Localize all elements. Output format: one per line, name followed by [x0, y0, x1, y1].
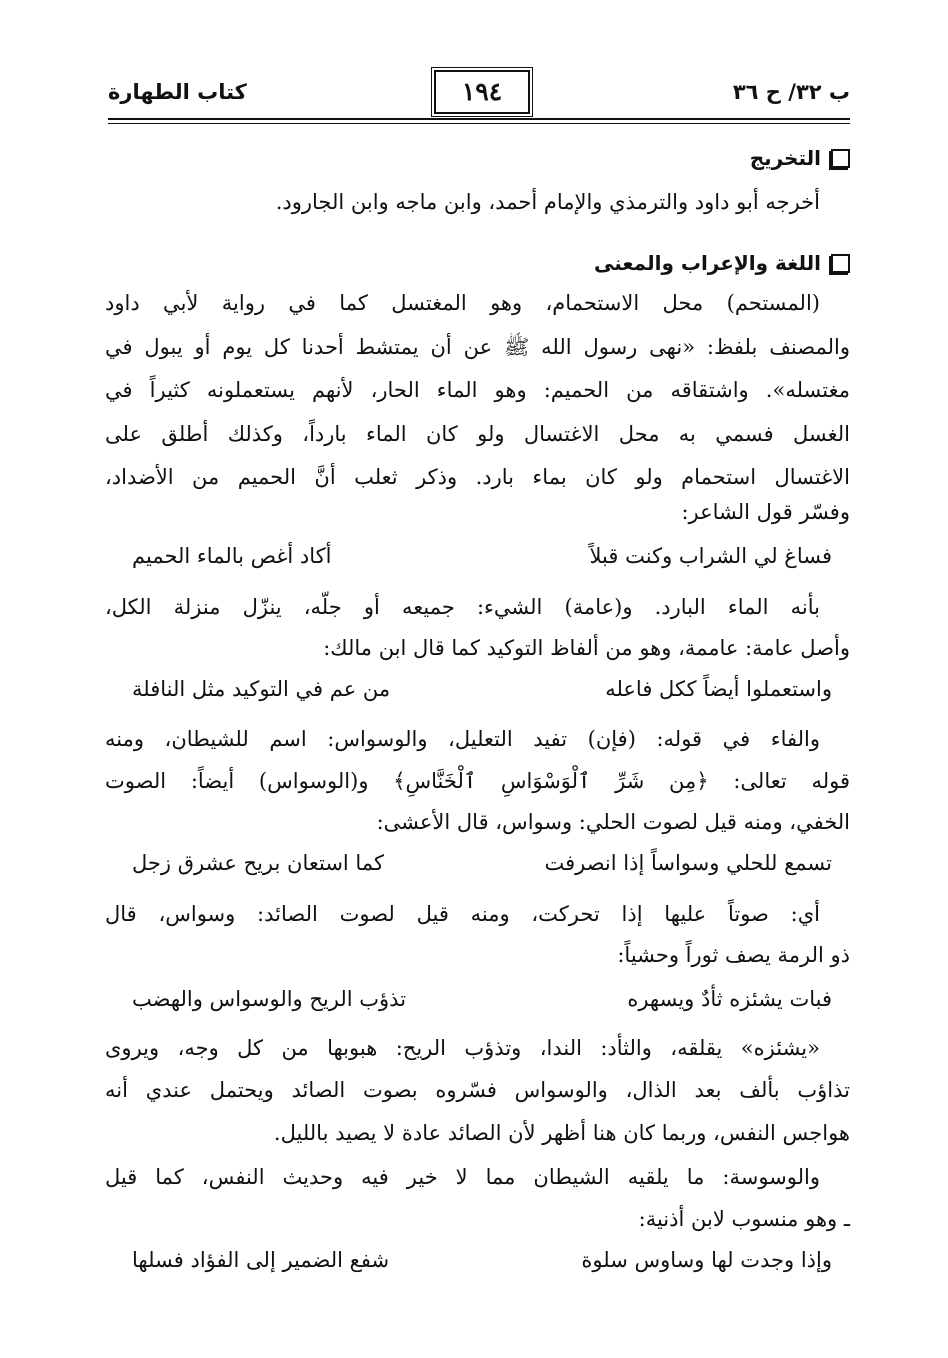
- text-line: «يشئزه» يقلقه، والثأد: الندا، وتذؤب الريح: هبوبها من كل وجه، ويروى: [105, 1036, 820, 1060]
- text-line: (المستحم) محل الاستحمام، وهو المغتسل كما في رواية لأبي داود: [105, 291, 820, 315]
- header-rule-thin: [108, 123, 850, 124]
- verse-first-hemistich: واستعملوا أيضاً ككل فاعله: [605, 677, 832, 701]
- text-line: الخفي، ومنه قيل لصوت الحلي: وسواس، قال الأعشى:: [376, 810, 850, 834]
- page-number: ١٩٤: [434, 70, 530, 114]
- heading-text: اللغة والإعراب والمعنى: [593, 251, 821, 275]
- verse-first-hemistich: تسمع للحلي وسواساً إذا انصرفت: [544, 851, 832, 875]
- verse-second-hemistich: أكاد أغص بالماء الحميم: [132, 544, 332, 568]
- text-line: وأصل عامة: عاممة، وهو من ألفاظ التوكيد كما قال ابن مالك:: [323, 636, 850, 660]
- chapter-reference: ب ٣٢/ ح ٣٦: [732, 80, 850, 104]
- text-line: وفسّر قول الشاعر:: [681, 500, 850, 524]
- text-line: بأنه الماء البارد. و(عامة) الشيء: جميعه أو جلّه، ينزّل منزلة الكل،: [105, 595, 820, 619]
- poetry-verse: [132, 851, 832, 887]
- poetry-verse: [132, 987, 832, 1023]
- text-line: أخرجه أبو داود والترمذي والإمام أحمد، وابن ماجه وابن الجارود.: [275, 190, 820, 214]
- poetry-verse: [132, 1248, 832, 1284]
- book-section-title: كتاب الطهارة: [108, 80, 247, 104]
- verse-first-hemistich: فبات يشئزه ثأدٌ ويسهره: [627, 987, 832, 1011]
- poetry-verse: [132, 677, 832, 713]
- lugha-heading: [594, 251, 850, 275]
- poetry-verse: [132, 544, 832, 580]
- text-line: ـ وهو منسوب لابن أذنية:: [638, 1207, 850, 1231]
- square-bullet-icon: [831, 254, 850, 273]
- text-line: قوله تعالى: ﴿مِن شَرِّ ٱلْوَسْوَاسِ ٱلْخَنَّاسِ﴾ و(الوسواس) أيضاً: الصوت: [105, 769, 850, 793]
- verse-second-hemistich: تذؤب الريح والوسواس والهضب: [132, 987, 407, 1011]
- running-header: [108, 70, 850, 120]
- text-line: الغسل فسمي به محل الاغتسال ولو كان الماء بارداً، وكذلك أطلق على: [105, 422, 850, 446]
- heading-text: التخريج: [749, 146, 821, 170]
- verse-second-hemistich: شفع الضمير إلى الفؤاد فسلها: [132, 1248, 390, 1272]
- verse-second-hemistich: كما استعان بريح عشرق زجل: [132, 851, 384, 875]
- text-line: مغتسله». واشتقاقه من الحميم: وهو الماء الحار، لأنهم يستعملونه كثيراً في: [105, 378, 850, 402]
- verse-first-hemistich: فساغ لي الشراب وكنت قبلاً: [589, 544, 832, 568]
- text-line: هواجس النفس، وربما كان هنا أظهر لأن الصائد عادة لا يصيد بالليل.: [273, 1121, 850, 1145]
- square-bullet-icon: [831, 149, 850, 168]
- text-line: والفاء في قوله: (فإن) تفيد التعليل، والوسواس: اسم للشيطان، ومنه: [105, 727, 820, 751]
- text-line: والوسوسة: ما يلقيه الشيطان مما لا خير فيه وحديث النفس، كما قيل: [105, 1165, 820, 1189]
- text-line: تذاؤب بألف بعد الذال، والوسواس فسّروه بصوت الصائد ويحتمل عندي أنه: [105, 1078, 850, 1102]
- takhrij-heading: [750, 146, 850, 170]
- text-line: ذو الرمة يصف ثوراً وحشياً:: [617, 943, 850, 967]
- text-line: والمصنف بلفظ: «نهى رسول الله ﷺ عن أن يمتشط أحدنا كل يوم أو يبول في: [105, 335, 850, 359]
- text-line: الاغتسال استحمام ولو كان بماء بارد. وذكر ثعلب أنَّ الحميم من الأضداد،: [105, 465, 850, 489]
- header-rule: [108, 118, 850, 120]
- verse-first-hemistich: وإذا وجدت لها وساوس سلوة: [581, 1248, 832, 1272]
- verse-second-hemistich: من عم في التوكيد مثل النافلة: [132, 677, 391, 701]
- text-line: أي: صوتاً عليها إذا تحركت، ومنه قيل لصوت الصائد: وسواس، قال: [105, 902, 820, 926]
